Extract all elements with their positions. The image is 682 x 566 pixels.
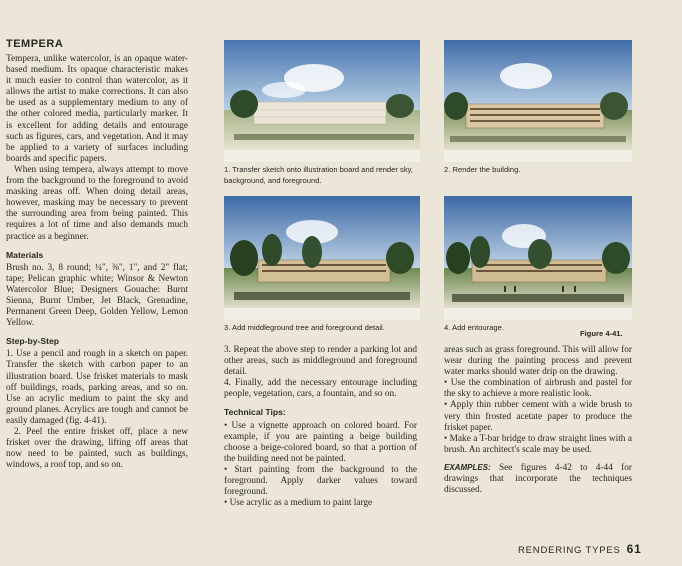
right-column bbox=[444, 345, 632, 496]
tip-item: • Use the combination of airbrush and pastel for the sky to achieve a more realistic look. bbox=[444, 378, 632, 400]
tip-item: • Use acrylic as a medium to paint large bbox=[224, 498, 373, 509]
step-item: 1. Use a pencil and rough in a sketch on paper. Transfer the sketch with carbon paper to an illustration board. Use frisket materials to mask off buildings, roads, parking areas, and so on. Use an acrylic medium to paint the sky and ground planes. Acrylics are tough and cannot be easily damaged (fig. 4-41). bbox=[6, 349, 188, 426]
step-item: 3. Repeat the above step to render a parking lot and other areas, such as middleground and foreground detail. bbox=[224, 345, 417, 378]
figure-4-illustration bbox=[444, 196, 632, 320]
figure-1-illustration bbox=[224, 40, 420, 162]
tip-item: • Apply thin rubber cement with a wide brush to very thin frosted acetate paper to produce the frisket paper. bbox=[444, 400, 632, 433]
tip-item: areas such as grass foreground. This will allow for wear during the painting process and prevent water marks should water drip on the drawing. bbox=[444, 345, 632, 378]
figure-4-caption: 4. Add entourage. bbox=[444, 323, 504, 332]
tip-item: • Start painting from the background to the foreground. Apply darker values toward foreground. bbox=[224, 464, 417, 498]
intro-paragraph: When using tempera, always attempt to move from the background to the foreground to avoid masking areas off. When doing detail areas, however, masking may be necessary to prevent the surrounding area from being painted. This requires a lot of time and also demands much practice as a beginner. bbox=[6, 164, 188, 242]
examples-text: See figures 4-42 to 4-44 for drawings that incorporate the techniques discussed. bbox=[444, 462, 633, 496]
tip-item: • Make a T-bar bridge to draw straight lines with a brush. An architect's scale may be used. bbox=[444, 433, 632, 455]
figure-1-caption: 1. Transfer sketch onto illustration board and render sky, background, and foreground. bbox=[224, 165, 413, 185]
page-number: 61 bbox=[626, 542, 642, 556]
footer-section-title: RENDERING TYPES bbox=[518, 545, 621, 556]
left-column bbox=[6, 54, 188, 471]
figure-3-illustration bbox=[224, 196, 420, 320]
tip-item: • Use a vignette approach on colored board. For example, if you are painting a beige building choose a beige-colored board, so that a portion of the building need not be painted. bbox=[224, 420, 417, 464]
step-item: 4. Finally, add the necessary entourage including people, vegetation, cars, a fountain, and so on. bbox=[224, 378, 417, 400]
step-item: 2. Peel the entire frisket off, place a new frisket over the drawing, lifting off areas that now need to be painted, such as buildings, windows, a roof top, and so on. bbox=[6, 427, 188, 471]
intro-paragraph: Tempera, unlike watercolor, is an opaque water-based medium. Its opaque characteristic makes it much easier to control than watercolor, as it allows the artist to make corrections. It can also be used as a supplementary medium to any of the other colored media, particularly marker. It is excellent for adding details and entourage such as figures, cars, and vegetation. And it may be applied to a variety of surfaces including boards and specific papers. bbox=[6, 54, 188, 164]
materials-text: Brush no. 3, 8 round; ¼", ⅜", 1", and 2" flat; tape; Pelican graphic white; Winsor & Newton Watercolor Blue; Designers Gouache: Burnt Sienna, Burnt Umber, Jet Black, Grenadine, Permanent Green Deep, Golden Yellow, Lemon Yellow. bbox=[6, 262, 188, 329]
middle-column bbox=[224, 345, 417, 509]
steps-heading: Step-by-Step bbox=[6, 336, 59, 347]
figure-2-caption: 2. Render the building. bbox=[444, 165, 521, 174]
section-heading: TEMPERA bbox=[6, 38, 64, 50]
figure-number-label: Figure 4-41. bbox=[580, 329, 623, 338]
figure-2-illustration bbox=[444, 40, 632, 162]
figure-3-caption: 3. Add middleground tree and foreground detail. bbox=[224, 323, 385, 332]
examples-label: EXAMPLES: bbox=[444, 462, 491, 472]
examples-paragraph bbox=[444, 462, 632, 496]
technical-tips-heading: Technical Tips: bbox=[224, 407, 286, 418]
materials-heading: Materials bbox=[6, 249, 44, 260]
page-footer bbox=[518, 542, 642, 556]
